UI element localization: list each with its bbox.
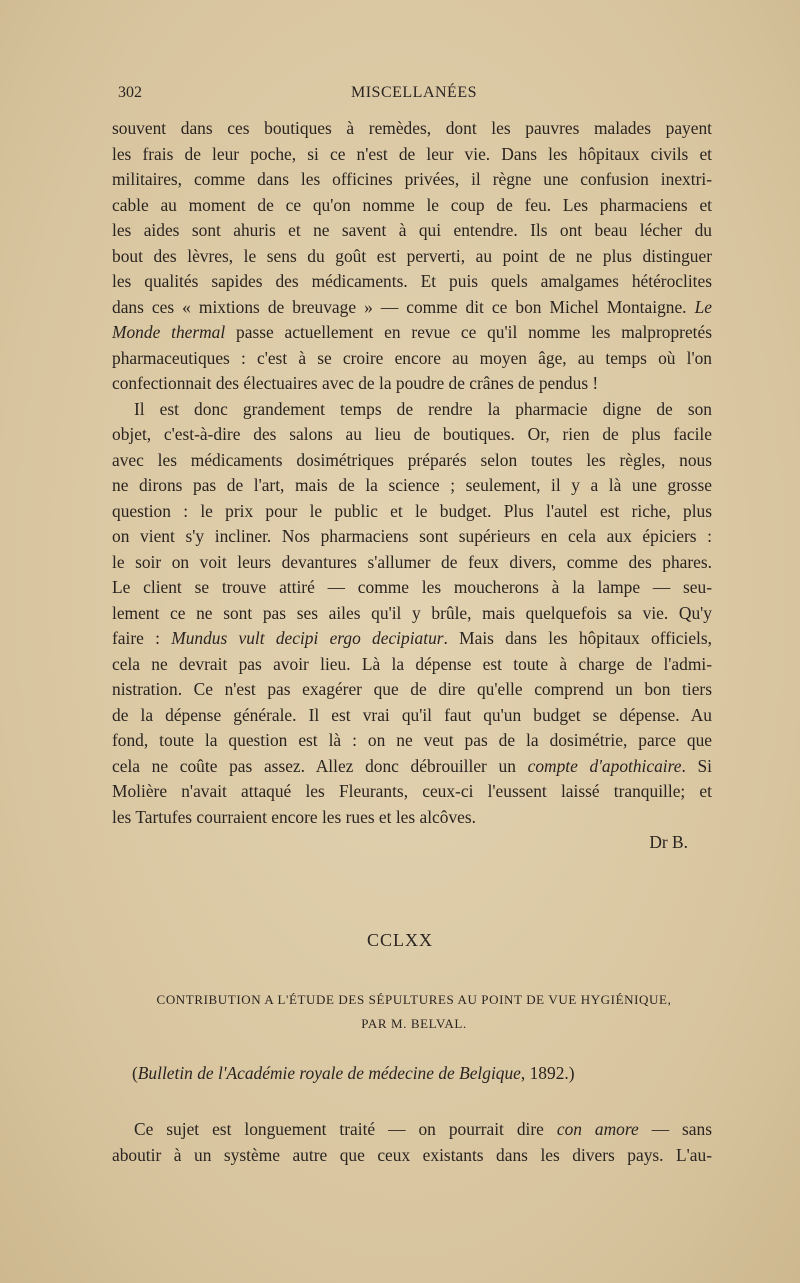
text-line: confectionnait des électuaires avec de la poudre de crânes de pendus ! [112,373,599,393]
text-line: avec les médicaments dosimétriques préparés selon toutes les règles, nous [112,449,712,470]
italic-fragment: compte d'apothicaire [527,755,682,776]
text-line: les aides sont ahuris et ne savent à qui entendre. Ils ont beau lécher du [112,220,712,240]
text-line: cable au moment de ce qu'on nomme le coup de feu. Les pharmaciens et [112,194,712,215]
text-fragment: cela ne coûte pas assez. Allez donc débrouiller un [112,755,516,776]
text-line: on vient s'y incliner. Nos pharmaciens sont supérieurs en cela aux épiciers : [112,526,712,546]
text-line [112,1117,712,1143]
text-line: bout des lèvres, le sens du goût est perverti, au point de ne plus distinguer [112,245,712,266]
running-head [118,84,710,108]
text-line: souvent dans ces boutiques à remèdes, dont les pauvres malades payent [112,118,712,138]
article-author: PAR M. BELVAL. [361,1016,467,1031]
section-number: CCLXX [366,930,433,950]
text-fragment: passe actuellement en revue ce qu'il nomme les malpropretés [236,322,712,342]
closing-paragraph [112,1117,712,1168]
text-line: les qualités sapides des médicaments. Et puis quels amalgames hétéroclites [112,271,712,291]
text-line: les frais de leur poche, si ce n'est de leur vie. Dans les hôpitaux civils et [112,143,712,164]
text-line: aboutir à un système autre que ceux existants dans les divers pays. L'au- [112,1144,712,1165]
source-paren: ( [132,1063,138,1083]
italic-fragment: con amore [556,1119,639,1139]
text-fragment: . Mais dans les hôpitaux officiels, [443,628,712,648]
source-journal: Bulletin de l'Académie royale de médecine de Belgique [137,1063,521,1083]
text-line [112,754,712,780]
text-line: Il est donc grandement temps de rendre la pharmacie digne de son [134,398,712,419]
text-line: question : le prix pour le public et le budget. Plus l'autel est riche, plus [112,500,712,521]
text-line: lement ce ne sont pas ses ailes qu'il y brûle, mais quelquefois sa vie. Qu'y [112,602,712,623]
text-fragment: dans ces « mixtions de breuvage » — comme dit ce bon Michel Montaigne. [112,296,687,317]
text-line [112,320,712,346]
text-line: les Tartufes courraient encore les rues et les alcôves. [112,806,476,827]
text-line: fond, toute la question est là : on ne veut pas de la dosimétrie, parce que [112,730,712,750]
source-citation [132,1063,692,1084]
text-line: militaires, comme dans les officines privées, il règne une confusion inextri- [112,169,712,189]
source-year: , 1892.) [520,1063,575,1083]
main-text [112,116,712,856]
page-number: 302 [118,84,142,101]
text-fragment: Ce sujet est longuement traité — on pourrait dire [134,1119,544,1139]
italic-fragment: Le [694,296,712,317]
text-line: le soir on voit leurs devantures s'allumer de feux divers, comme des phares. [112,551,712,572]
article-title [118,988,710,1036]
text-line [112,626,712,652]
text-line: Molière n'avait attaqué les Fleurants, ceux-ci l'eussent laissé tranquille; et [112,781,712,801]
italic-fragment: Monde thermal [112,322,226,342]
text-line: ne dirons pas de l'art, mais de la science ; seulement, il y a là une grosse [112,475,712,495]
signature: Dr B. [649,832,688,852]
text-line: pharmaceutiques : c'est à se croire encore au moyen âge, au temps où l'on [112,347,712,368]
running-title: MISCELLANÉES [351,84,477,101]
text-line: objet, c'est-à-dire des salons au lieu de boutiques. Or, rien de plus facile [112,424,712,444]
text-line: de la dépense générale. Il est vrai qu'il faut qu'un budget se dépense. Au [112,704,712,725]
text-line: nistration. Ce n'est pas exagérer que de dire qu'elle comprend un bon tiers [112,679,712,699]
text-fragment: — sans [651,1119,712,1139]
article-title-line: CONTRIBUTION A L'ÉTUDE DES SÉPULTURES AU POINT DE VUE HYGIÉNIQUE, [156,992,672,1007]
text-line: cela ne devrait pas avoir lieu. Là la dépense est toute à charge de l'admi- [112,653,712,674]
text-fragment: . Si [681,755,712,776]
text-fragment: faire : [112,628,160,648]
text-line [112,295,712,321]
text-line: Le client se trouve attiré — comme les moucherons à la lampe — seu- [112,577,712,597]
italic-fragment: Mundus vult decipi ergo decipiatur [171,628,444,648]
